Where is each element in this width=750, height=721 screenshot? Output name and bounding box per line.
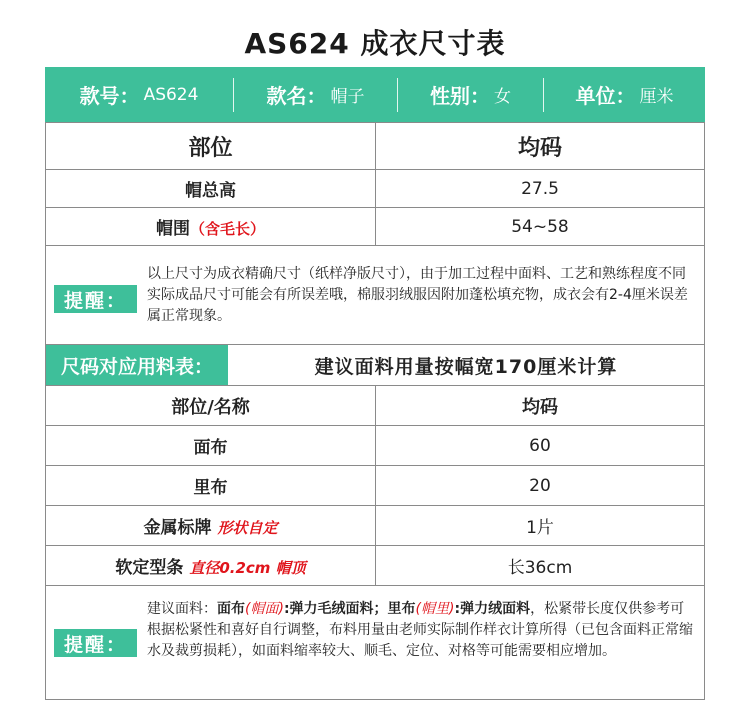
reminder-tag: 提醒：: [54, 285, 137, 313]
gender-label: 性别：: [430, 84, 490, 108]
style-number: [45, 67, 233, 122]
style-number-value: AS624: [143, 84, 199, 105]
note-text: 建议面料：: [147, 601, 217, 617]
row-value: 20: [376, 466, 705, 506]
style-number-label: 款号：: [79, 84, 140, 108]
row-value: 54~58: [376, 208, 705, 246]
size-table: [45, 122, 705, 246]
table-row: [46, 170, 705, 208]
table-row: [46, 506, 705, 546]
gender-value: 女: [494, 87, 511, 107]
note-fabric-type: :弹力毛绒面料；: [283, 601, 388, 617]
part-name: 帽总高: [185, 181, 236, 201]
note-fabric: 面布: [217, 601, 245, 617]
style-name: [234, 67, 397, 122]
style-name-label: 款名：: [266, 84, 327, 108]
header-part: 部位/名称: [46, 386, 376, 426]
note-text: ，松紧带长度仅供参考可根据松紧性和喜好自行调整，布料用量由老师实际制作样衣计算所得（已包含面料正常缩水及裁剪损耗），如面料缩率较大、顺毛、定位、对格等可能需要相应增加。: [147, 601, 693, 659]
note-lining: 里布: [387, 601, 416, 617]
page-title: AS624 成衣尺寸表: [244, 27, 506, 60]
material-table: [45, 385, 705, 586]
part-note: （含毛长）: [189, 220, 265, 238]
part-note: 直径0.2cm 帽顶: [189, 559, 306, 577]
table-row: [46, 546, 705, 586]
style-name-value: 帽子: [330, 87, 365, 107]
row-value: 1片: [376, 506, 705, 546]
table-header-row: [46, 386, 705, 426]
unit: [544, 67, 705, 122]
table-header-row: [46, 123, 705, 170]
header-size: 均码: [376, 123, 705, 170]
note-fabric-detail: (帽面): [245, 601, 284, 617]
table-row: [46, 466, 705, 506]
material-bar: [45, 345, 705, 385]
reminder-box: [45, 245, 705, 345]
product-info-bar: [45, 67, 705, 122]
row-part: [46, 208, 376, 246]
header-part: 部位: [46, 123, 376, 170]
material-message: 建议面料用量按幅宽170厘米计算: [314, 355, 618, 378]
row-value: 27.5: [376, 170, 705, 208]
row-part: 面布: [46, 426, 376, 466]
part-name: 金属标牌: [143, 518, 212, 538]
row-value: 长36cm: [376, 546, 705, 586]
row-part: [46, 170, 376, 208]
gender: [398, 67, 543, 122]
part-name: 软定型条: [115, 558, 184, 578]
unit-value: 厘米: [639, 87, 674, 107]
header-size: 均码: [376, 386, 705, 426]
row-value: 60: [376, 426, 705, 466]
reminder-text: [147, 599, 694, 662]
note-lining-type: :弹力绒面料: [454, 601, 531, 617]
table-row: [46, 426, 705, 466]
reminder-text: 以上尺寸为成衣精确尺寸（纸样净版尺寸），由于加工过程中面料、工艺和熟练程度不同实际成品尺寸可能会有所误差哦，棉服羽绒服因附加蓬松填充物，成衣会有2-4厘米误差属正常现象。: [147, 266, 688, 324]
row-part: 里布: [46, 466, 376, 506]
note-lining-detail: (帽里): [415, 601, 455, 617]
part-name: 帽围: [155, 219, 190, 239]
part-note: 形状自定: [217, 519, 278, 537]
material-tag: 尺码对应用料表：: [46, 345, 228, 385]
row-part: [46, 506, 376, 546]
unit-label: 单位：: [575, 84, 636, 108]
row-part: [46, 546, 376, 586]
table-row: [46, 208, 705, 246]
reminder-box: [45, 585, 705, 700]
reminder-tag: 提醒：: [54, 629, 137, 657]
